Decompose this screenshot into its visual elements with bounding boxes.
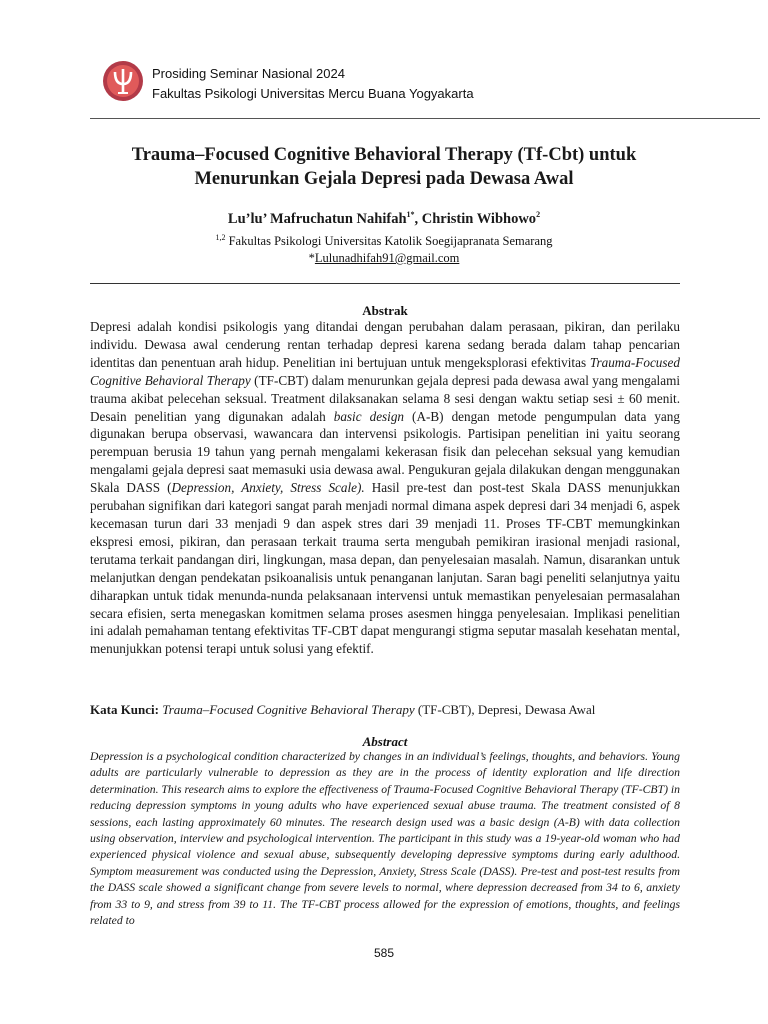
title-divider (90, 283, 680, 284)
abstract-id-term-1: Trauma-Focused Cognitive Behavioral Therapy (90, 354, 680, 388)
page-number: 585 (373, 946, 395, 960)
affiliation-block (60, 233, 708, 267)
affiliation-text: Fakultas Psikologi Universitas Katolik Soegijapranata Semarang (225, 234, 553, 248)
email-line (60, 250, 708, 267)
author-1-sup: 1* (406, 210, 415, 220)
abstract-en-heading: Abstract (362, 734, 408, 749)
corresponding-email-link[interactable]: Lulunadhifah91@gmail.com (314, 251, 460, 265)
proceedings-title: Prosiding Seminar Nasional 2024 (152, 66, 345, 81)
header-divider (90, 118, 760, 119)
author-2-sup: 2 (536, 210, 541, 220)
abstract-id-part-1: Depresi adalah kondisi psikologis yang ditandai dengan perubahan dalam perasaan, pikiran, dan perilaku individu. Dewasa awal cenderung rentan terhadap depresi karena sedang berada dalam tahap pencarian identitas dan penentuan arah hidup. Penelitian ini bertujuan untuk mengeksplorasi efektivitas (90, 319, 680, 370)
faculty-name: Fakultas Psikologi Universitas Mercu Buana Yogyakarta (152, 86, 474, 101)
abstract-id-part-2: (TF-CBT) dalam menurunkan gejala depresi pada dewasa awal yang mengalami trauma akibat pelecehan seksual. Treatment dilaksanakan selama 8 sesi dengan waktu setiap sesi ± 60 menit. Desain penelitian yang digunakan adalah (90, 372, 680, 424)
page-header (90, 58, 710, 118)
author-list (60, 211, 708, 228)
keywords-rest: (TF-CBT), Depresi, Dewasa Awal (414, 702, 596, 717)
affiliation (60, 233, 708, 250)
title-line-2: Menurunkan Gejala Depresi pada Dewasa Awal (194, 169, 574, 189)
abstract-id-term-2: basic design (333, 408, 405, 424)
abstract-en-body: Depression is a psychological condition characterized by changes in an individual’s feelings, thoughts, and behaviors. Young adults are particularly vulnerable to depression as they are in the process of identity exploration and life direction determination. This research aims to explore the effectiveness of Trauma-Focused Cognitive Behavioral Therapy (TF-CBT) in reducing depression symptoms in young adults who have experienced sexual abuse trauma. The treatment consisted of 8 sessions, each lasting approximately 60 minutes. The research design used was a basic design (A-B) with data collection using observation, interview and psychological intervention. The participant in this study was a 19-year-old woman who had experienced physical violence and sexual abuse, subsequently developing depressive symptoms during early adulthood. Symptom measurement was conducted using the Depression, Anxiety, Stress Scale (DASS). Pre-test and post-test results from the DASS scale showed a significant change from severe levels to normal, where depression decreased from 34 to 6, anxiety from 33 to 9, and stress from 39 to 11. The TF-CBT process allowed for the expression of emotions, thoughts, and feelings related to (90, 750, 680, 928)
author-2: Christin Wibhowo (421, 211, 537, 227)
keywords-label: Kata Kunci: (90, 702, 159, 717)
keywords (90, 702, 680, 718)
abstract-id-body (90, 318, 680, 658)
abstract-id-part-3: (A-B) dengan metode pengumpulan data yang digunakan berupa observasi, wawancara dan intervensi psikologis. Partisipan penelitian ini yaitu seorang perempuan berusia 19 tahun yang pernah mengalami kekerasan fisik dan pelecehan seksual yang kemudian mengalami gejala depresi saat memasuki usia dewasa awal. Pengukuran gejala dilakukan dengan menggunakan Skala DASS ( (90, 408, 680, 496)
abstract-id-heading: Abstrak (362, 303, 408, 318)
psi-logo-icon (102, 60, 144, 102)
abstract-id-term-3: Depression, Anxiety, Stress Scale). (171, 480, 365, 496)
email-prefix: * (308, 251, 315, 265)
abstract-id-part-4: Hasil pre-test dan post-test Skala DASS menunjukkan perubahan signifikan dari kategori sangat parah menjadi normal dimana aspek depresi dari 34 menjadi 6, aspek kecemasan turun dari 33 menjadi 9 dan aspek stres dari 39 menjadi 11. Proses TF-CBT memungkinkan ekspresi emosi, pikiran, dan perasaan terkait trauma serta mengubah pemikiran irasional menjadi rasional, terutama terkait pandangan diri, lingkungan, masa depan, dan penyelesaian masalah. Namun, disarankan untuk melanjutkan dengan pendekatan psikoanalisis untuk penanganan lanjutan. Saran bagi peneliti selanjutnya yaitu diharapkan untuk tidak menunda-nunda pelaksanaan intervensi untuk memastikan penyelesaian permasalahan secara efisien, serta menegaskan komitmen selama proses asesmen hingga penyelesaian. Implikasi penelitian ini adalah pemahaman tentang efektivitas TF-CBT dapat mengurangi stigma seputar masalah kesehatan mental, menunjukkan potensi terapi untuk solusi yang efektif. (90, 480, 680, 657)
author-separator: , (414, 211, 422, 227)
header-text (152, 64, 474, 104)
author-1: Lu’lu’ Mafruchatun Nahifah (227, 211, 407, 227)
keywords-term: Trauma–Focused Cognitive Behavioral Therapy (158, 702, 415, 717)
affiliation-sup: 1,2 (215, 232, 226, 242)
paper-title (60, 143, 708, 191)
title-line-1: Trauma–Focused Cognitive Behavioral Therapy (Tf-Cbt) untuk (131, 145, 637, 165)
